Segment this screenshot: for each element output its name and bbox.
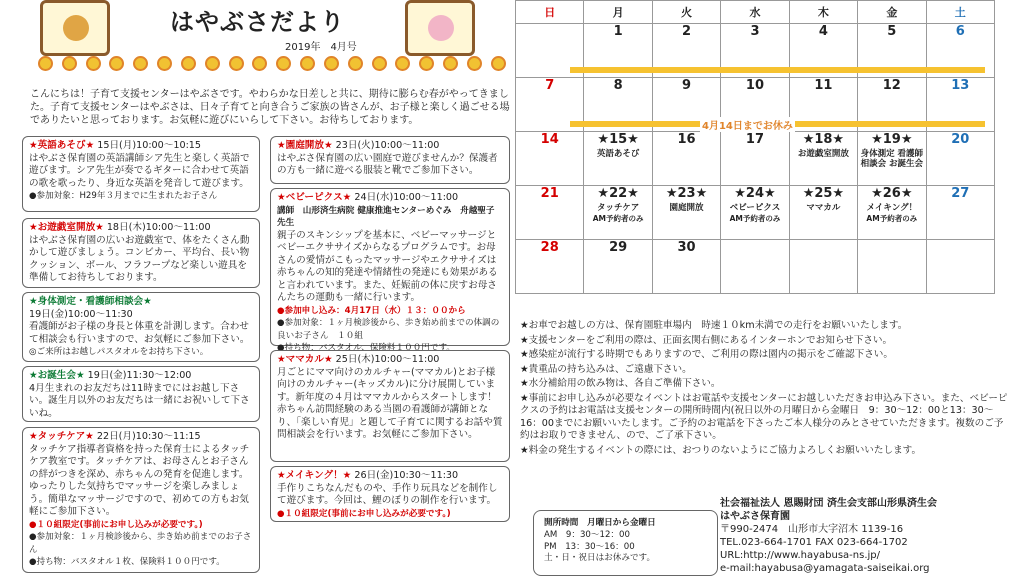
calendar-event: ベビーピクス <box>729 203 781 213</box>
rabbit-icon <box>428 15 454 41</box>
event-date: 15日(月)10:00～10:15 <box>97 140 202 151</box>
calendar-date: 16 <box>677 132 696 147</box>
calendar-day <box>721 186 789 240</box>
calendar-date: 3 <box>750 24 760 39</box>
event-body: 手作りこちなんだものや、手作り玩具などを制作して遊びます。今回は、鯉のぼりの制作を行います。 <box>277 482 498 506</box>
calendar-day <box>789 240 857 294</box>
flower-icon <box>395 56 410 71</box>
bear-window-illustration <box>40 0 110 56</box>
calendar-date: 28 <box>540 240 559 255</box>
flower-icon <box>419 56 434 71</box>
flower-icon <box>133 56 148 71</box>
calendar-day <box>789 186 857 240</box>
event-body: 月ごとにママ向けのカルチャー(ママカル)とお子様向けのカルチャー(キッズカル)に分け展開しています。新年度の４月はママカルからスタートします！ <box>277 366 497 403</box>
newsletter-title: はやぶさだより <box>170 8 345 36</box>
event-title: ★身体測定・看護師相談会★ <box>29 296 152 307</box>
event-target: ●参加対象：１ヶ月検診後から、歩き始め前までの体調の良いお子さん １０組 <box>277 318 500 341</box>
flower-icon <box>252 56 267 71</box>
calendar-day <box>516 132 584 186</box>
org-name: 社会福祉法人 恩賜財団 済生会支部山形県済生会 <box>720 498 937 509</box>
event-mamakaru <box>270 350 510 462</box>
event-date: 24日(水)10:00～11:00 <box>354 192 459 203</box>
event-body: 赤ちゃん訪問経験のある当園の看護師が講師となり、「楽しい育児」と題して子育てに関するお話や質問相談会を行います。お気軽にご参加下さい。 <box>277 404 503 440</box>
event-date: 23日(火)10:00～11:00 <box>335 140 440 151</box>
calendar-date: 11 <box>814 78 833 93</box>
calendar <box>515 0 995 294</box>
event-title: ★タッチケア★ <box>29 431 94 442</box>
event-title: ★お誕生会★ <box>29 370 85 381</box>
calendar-weekday: 土 <box>926 1 994 24</box>
calendar-day <box>652 132 720 186</box>
calendar-day <box>584 132 652 186</box>
organization-info <box>720 497 1020 575</box>
flower-icon <box>205 56 220 71</box>
event-shintai <box>22 292 260 362</box>
note-item: ★貴重品の持ち込みは、ご遠慮下さい。 <box>520 363 692 375</box>
calendar-date: ★22★ <box>597 186 639 201</box>
calendar-day <box>858 186 926 240</box>
calendar-date: 10 <box>745 78 765 93</box>
calendar-day <box>721 240 789 294</box>
event-instructor: 講師 山形済生病院 健康推進センターめぐみ 舟越聖子先生 <box>277 205 495 228</box>
flower-icon <box>181 56 196 71</box>
event-yuugi <box>22 218 260 288</box>
calendar-date: 8 <box>613 78 623 93</box>
calendar-day <box>789 132 857 186</box>
event-body: はやぶさ保育園の広い園庭で遊びませんか？保護者の方も一緒に遊べる服装と靴でご参加下さい。 <box>277 152 498 176</box>
event-body: 看護師がお子様の身長と体重を計測します。合わせて相談会も行いますので、お気軽にご参加下さい。 <box>29 321 250 345</box>
calendar-date: 1 <box>613 24 623 39</box>
event-making <box>270 466 510 522</box>
flower-icon <box>62 56 77 71</box>
calendar-date: 14 <box>540 132 559 147</box>
event-target: ●参加対象：１ヶ月検診後から、歩き始め前までのお子さん <box>29 532 252 555</box>
calendar-event-note: AM予約者のみ <box>729 214 781 223</box>
note-item: ★事前にお申し込みが必要なイベントはお電話や支援センターにお越しいただきお申込み下さい。また、ベビーピクスの予約はお電話は支援センターの開所時間内(祝日以外の月曜日から金曜日 9：30～12：00と13：30～16：00までにお願いいたします。ご予約のお電話を下さったご本人様分のみとさせていただきます。複数のご予約はお取りできません、ので、ご了承下さい。 <box>520 392 1008 441</box>
calendar-weekday: 月 <box>584 1 652 24</box>
calendar-date: ★15★ <box>597 132 639 147</box>
calendar-date: 5 <box>887 24 897 39</box>
flower-icon <box>467 56 482 71</box>
note-item: ★感染症が流行する時期でもありますので、ご利用の際は園内の掲示をご確認下さい。 <box>520 349 893 360</box>
calendar-day <box>516 186 584 240</box>
calendar-date: 4 <box>818 24 828 39</box>
calendar-event: お遊戯室開放 <box>797 149 849 159</box>
notes-list <box>520 320 1010 459</box>
rabbit-window-illustration <box>405 0 475 56</box>
org-url[interactable]: URL:http://www.hayabusa-ns.jp/ <box>720 550 881 561</box>
calendar-day <box>652 240 720 294</box>
calendar-day <box>584 186 652 240</box>
event-tanjoukai <box>22 366 260 422</box>
intro-text: こんにちは！子育て支援センターはやぶさです。やわらかな日差しと共に、期待に膨らむ春がやってきました。子育て支援センターはやぶさは、日々子育てと向き合うご家族の皆さんが、お子様と楽しく過ごせる場でありたいと思っております。お気軽に遊びにいらして下さい。お待ちしております。 <box>30 89 510 126</box>
event-date: 25日(木)10:00～11:00 <box>335 354 440 365</box>
calendar-day <box>926 186 994 240</box>
event-title: ★ママカル★ <box>277 354 333 365</box>
note-item: ★支援センターをご利用の際は、正面玄関右側にあるインターホンでお知らせ下さい。 <box>520 334 893 346</box>
calendar-date: 9 <box>682 78 692 93</box>
calendar-day <box>858 240 926 294</box>
calendar-day <box>584 240 652 294</box>
calendar-day <box>721 132 789 186</box>
calendar-event: 英語あそび <box>596 149 640 159</box>
org-postal: 〒990-2474 山形市大字沼木 1139-16 <box>720 524 904 535</box>
calendar-date: 29 <box>609 240 628 255</box>
event-date: 22日(月)10:30～11:15 <box>96 431 201 442</box>
hours-label: 開所時間 月曜日から金曜日 <box>544 518 656 528</box>
calendar-date: 17 <box>745 132 765 147</box>
event-title: ★園庭開放★ <box>277 140 333 151</box>
org-tel: TEL.023-664-1701 FAX 023-664-1702 <box>720 537 908 548</box>
event-items: ●持ち物：バスタオル、保険料１００円です。 <box>277 343 455 353</box>
calendar-event: 園庭開放 <box>669 203 704 213</box>
hours-pm: PM 13：30～16：00 <box>544 542 635 552</box>
calendar-date: 27 <box>951 186 970 201</box>
calendar-day <box>652 186 720 240</box>
note-item: ★料金の発生するイベントの際には、おつりのないようにご協力よろしくお願いいたします。 <box>520 444 922 456</box>
event-date: 19日(金)11:30～12:00 <box>87 370 192 381</box>
calendar-event: メイキング！ <box>866 203 918 213</box>
flower-icon <box>324 56 339 71</box>
note-item: ★お車でお越しの方は、保育園駐車場内 時速１０km未満での走行をお願いいたします。 <box>520 320 908 331</box>
event-target: ●参加対象：H29年３月までに生まれたお子さん <box>29 191 218 201</box>
bear-icon <box>63 15 89 41</box>
calendar-table <box>515 0 995 294</box>
calendar-date: 13 <box>951 78 970 93</box>
event-limit: ●１０組限定(事前にお申し込みが必要です。) <box>277 508 451 519</box>
event-limit: ●１０組限定(事前にお申し込みが必要です。) <box>29 519 203 530</box>
flower-icon <box>491 56 506 71</box>
event-body: はやぶさ保育園の広いお遊戯室で、体をたくさん動かして遊びましょう。コンビカー、平均台、長い物クッション、ボール、フラフープなど楽しい遊具を準備してお待ちしております。 <box>29 234 250 283</box>
org-mail[interactable]: e-mail:hayabusa@yamagata-saiseikai.org <box>720 563 930 574</box>
calendar-date: 2 <box>682 24 692 39</box>
issue-date: 2019年 4月号 <box>285 42 357 53</box>
calendar-weekday: 水 <box>721 1 789 24</box>
flower-icon <box>348 56 363 71</box>
event-date: 26日(金)10:30～11:30 <box>354 470 459 481</box>
calendar-day <box>858 132 926 186</box>
flower-border <box>38 56 506 76</box>
calendar-date: ★23★ <box>665 186 708 201</box>
holiday-label: 4月14日までお休み <box>700 117 795 132</box>
flower-icon <box>38 56 53 71</box>
calendar-weekday: 日 <box>516 1 584 24</box>
holiday-arrow <box>570 67 985 73</box>
calendar-date: 12 <box>882 78 901 93</box>
calendar-weekday: 火 <box>652 1 720 24</box>
calendar-event: タッチケア <box>597 203 640 213</box>
event-title: ★メイキング！★ <box>277 470 352 481</box>
calendar-date: ★25★ <box>802 186 845 201</box>
opening-hours-box <box>533 510 718 576</box>
calendar-day <box>516 240 584 294</box>
calendar-date: 7 <box>545 78 555 93</box>
calendar-event-note: AM予約者のみ <box>592 214 644 223</box>
calendar-weekday: 木 <box>789 1 857 24</box>
event-teien <box>270 136 510 184</box>
flower-icon <box>157 56 172 71</box>
note-item: ★水分補給用の飲み物は、各自ご準備下さい。 <box>520 378 721 389</box>
event-eigo <box>22 136 260 212</box>
event-title: ★ベビーピクス★ <box>277 192 352 203</box>
event-body: はやぶさ保育園の英語講師シア先生と楽しく英語で遊びます。シア先生が奏でるギターに合わせて英語の歌を歌ったり、身近な英語を発音して遊びます。 <box>29 152 250 189</box>
calendar-event: ママカル <box>806 203 841 213</box>
event-body: 4月生まれのお友だちは11時までにはお越し下さい。誕生月以外のお友だちは一緒にお祝いして下さいね。 <box>29 382 250 419</box>
calendar-date: 21 <box>540 186 559 201</box>
flower-icon <box>300 56 315 71</box>
calendar-date: ★19★ <box>871 132 913 147</box>
event-note: ◎ご来所はお越しパスタオルをお持ち下さい。 <box>29 347 209 357</box>
calendar-day <box>926 132 994 186</box>
event-body: タッチケア指導者資格を持った保育士によるタッチケア教室です。タッチケアは、お母さんとお子さんの絆がつきを深め、赤ちゃんの発育を促進します。ゆったりした気持ちでマッサージを楽しみましょう。簡単なマッサージですので、初めての方もお気軽にご参加下さい。 <box>29 443 250 517</box>
flower-icon <box>372 56 387 71</box>
flower-icon <box>86 56 101 71</box>
flower-icon <box>109 56 124 71</box>
hours-am: AM 9：30～12：00 <box>544 530 630 540</box>
org-center: はやぶさ保育園 <box>720 511 790 522</box>
event-baby <box>270 188 510 353</box>
flower-icon <box>443 56 458 71</box>
calendar-day <box>926 240 994 294</box>
calendar-date: 6 <box>955 24 965 39</box>
event-touch <box>22 427 260 573</box>
event-title: ★お遊戯室開放★ <box>29 222 104 233</box>
event-date: 18日(木)10:00～11:00 <box>106 222 211 233</box>
flower-icon <box>276 56 291 71</box>
event-deadline: ●参加申し込み：4月17日（水）１３：００から <box>277 305 466 316</box>
event-body: 親子のスキンシップを基本に、ベビーマッサージとベビーエクササイズからなるプログラムです。お母さんの愛情がこもったマッサージやエクササイズは赤ちゃんの知的発達や情緒性の発達にも効果があると言われています。また、妊娠前の体に戻すお母さんたちの運動も一緒に行います。 <box>277 229 498 303</box>
calendar-date: 20 <box>951 132 970 147</box>
calendar-date: ★24★ <box>734 186 776 201</box>
event-date: 19日(金)10:00～11:30 <box>29 308 133 320</box>
calendar-date: 30 <box>677 240 696 255</box>
event-title: ★英語あそび★ <box>29 140 95 151</box>
calendar-event-note: AM予約者のみ <box>866 214 918 223</box>
calendar-event: 身体測定 看護師相談会 お誕生会 <box>860 149 924 169</box>
event-items: ●持ち物：バスタオル１枚、保険料１００円です。 <box>29 557 225 567</box>
flower-icon <box>229 56 244 71</box>
hours-closed: 土・日・祝日はお休みです。 <box>544 553 656 563</box>
calendar-weekday: 金 <box>858 1 926 24</box>
calendar-date: ★18★ <box>802 132 845 147</box>
calendar-date: ★26★ <box>871 186 913 201</box>
